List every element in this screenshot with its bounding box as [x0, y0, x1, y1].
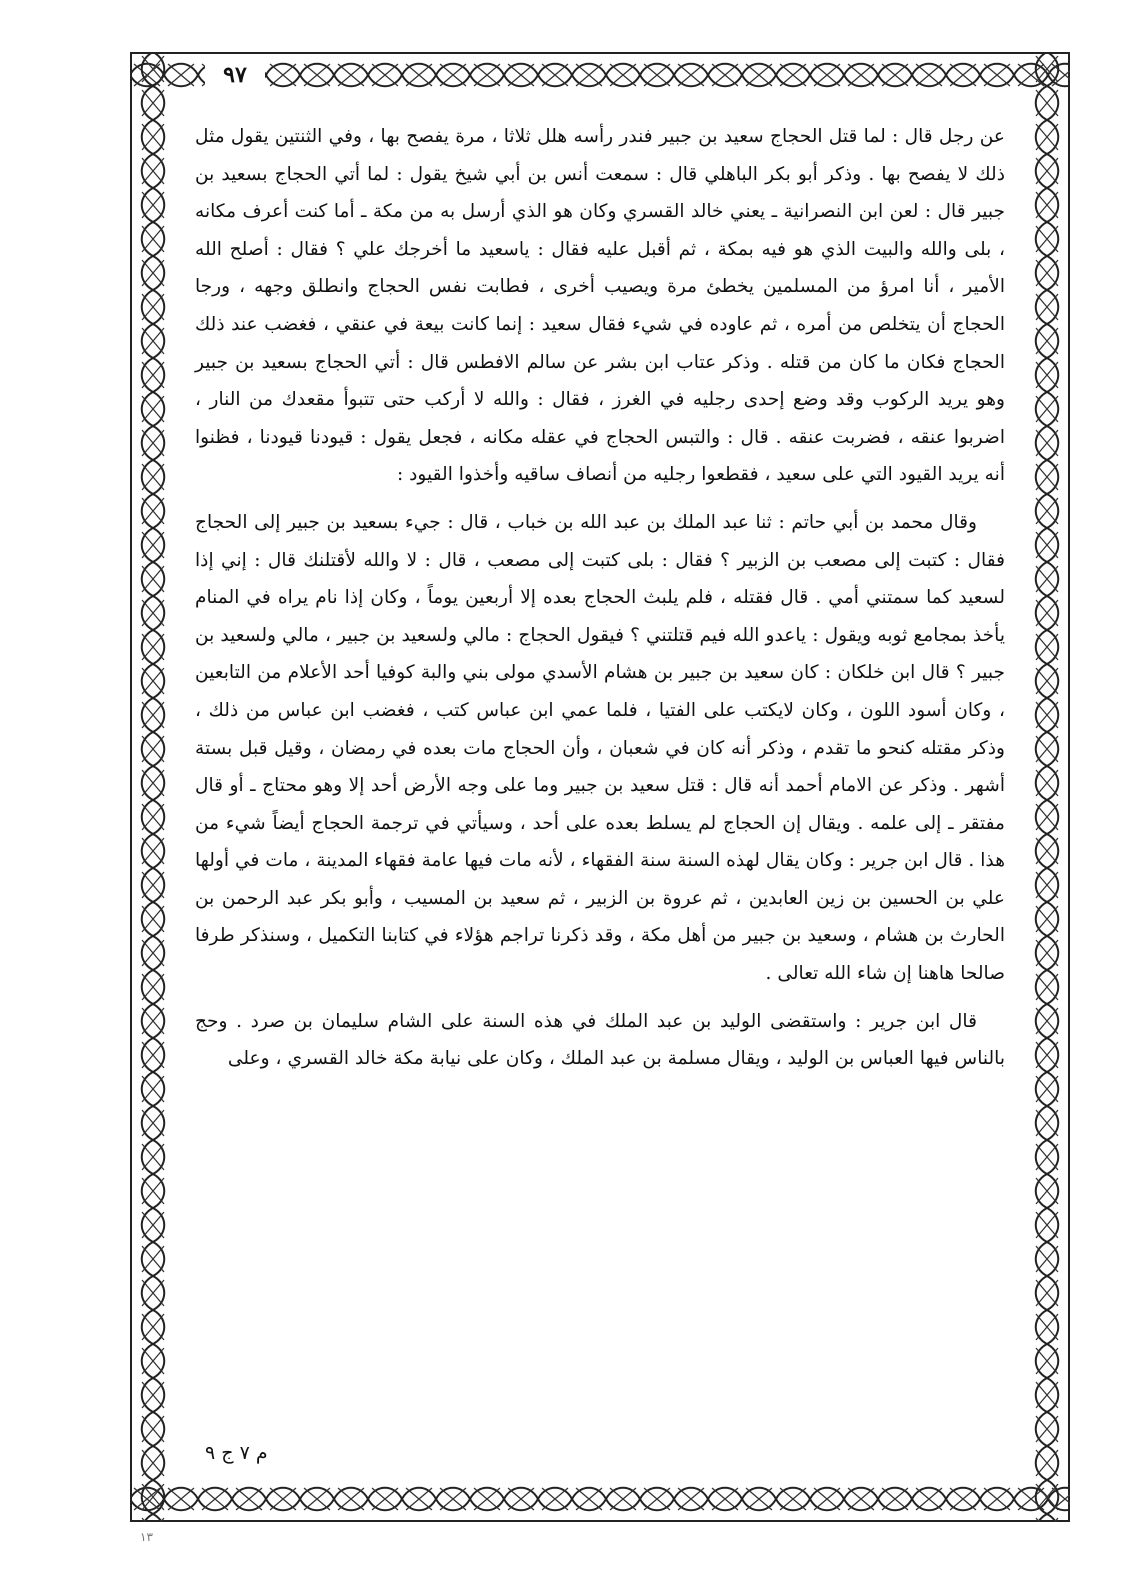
paragraph-1: عن رجل قال : لما قتل الحجاج سعيد بن جبير فندر رأسه هلل ثلاثا ، مرة يفصح بها ، وفي الثنتين يقول مثل ذلك لا يفصح بها . وذكر أبو بكر الباهلي قال : سمعت أنس بن أبي شيخ يقول : لما أتي الحجاج بسعيد بن جبير قال : لعن ابن النصرانية ـ يعني خالد القسري وكان هو الذي أرسل به من مكة ـ أما كنت أعرف مكانه ، بلى والله والبيت الذي هو فيه بمكة ، ثم أقبل عليه فقال : ياسعيد ما أخرجك علي ؟ فقال : أصلح الله الأمير ، أنا امرؤ من المسلمين يخطئ مرة ويصيب أخرى ، فطابت نفس الحجاج وانطلق وجهه ، ورجا الحجاج أن يتخلص من أمره ، ثم عاوده في شيء فقال سعيد : إنما كانت بيعة في عنقي ، فغضب عند ذلك الحجاج فكان ما كان من قتله . وذكر عتاب ابن بشر عن سالم الافطس قال : أتي الحجاج بسعيد بن جبير وهو يريد الركوب وقد وضع إحدى رجليه في الغرز ، فقال : والله لا أركب حتى تتبوأ مقعدك من النار ، اضربوا عنقه ، فضربت عنقه . قال : والتبس الحجاج في عقله مكانه ، فجعل يقول : قيودنا قيودنا ، فظنوا أنه يريد القيود التي على سعيد ، فقطعوا رجليه من أنصاف ساقيه وأخذوا القيود :: [195, 126, 1005, 486]
signature-mark: م ٧ ج ٩: [205, 1442, 268, 1464]
footer-note: ١٣: [140, 1530, 153, 1544]
ornamental-border-bottom: [130, 1476, 1070, 1522]
text-body: [195, 118, 1005, 1078]
page-number: ٩٧: [205, 60, 265, 90]
paragraph-3: قال ابن جرير : واستقضى الوليد بن عبد الملك في هذه السنة على الشام سليمان بن صرد . وحج بالناس فيها العباس بن الوليد ، ويقال مسلمة بن عبد الملك ، وكان على نيابة مكة خالد القسري ، وعلى: [195, 1010, 1005, 1070]
ornamental-border-left: [130, 52, 176, 1522]
ornamental-border-top: [130, 52, 1070, 98]
paragraph-2: وقال محمد بن أبي حاتم : ثنا عبد الملك بن عبد الله بن خباب ، قال : جيء بسعيد بن جبير إلى الحجاج فقال : كتبت إلى مصعب بن الزبير ؟ فقال : بلى كتبت إلى مصعب ، قال : لا والله لأقتلنك قال : إني إذا لسعيد كما سمتني أمي . قال فقتله ، فلم يلبث الحجاج بعده إلا أربعين يوماً ، وكان إذا نام يراه في المنام يأخذ بمجامع ثوبه ويقول : ياعدو الله فيم قتلتني ؟ فيقول الحجاج : مالي ولسعيد بن جبير ، مالي ولسعيد بن جبير ؟ قال ابن خلكان : كان سعيد بن جبير بن هشام الأسدي مولى بني والبة كوفيا أحد الأعلام من التابعين ، وكان أسود اللون ، وكان لايكتب على الفتيا ، فلما عمي ابن عباس كتب ، فغضب ابن عباس من ذلك ، وذكر مقتله كنحو ما تقدم ، وذكر أنه كان في شعبان ، وأن الحجاج مات بعده في رمضان ، وقيل قبل بستة أشهر . وذكر عن الامام أحمد أنه قال : قتل سعيد بن جبير وما على وجه الأرض أحد إلا وهو محتاج ـ أو قال مفتقر ـ إلى علمه . ويقال إن الحجاج لم يسلط بعده على أحد ، وسيأتي في ترجمة الحجاج أيضاً شيء من هذا . قال ابن جرير : وكان يقال لهذه السنة سنة الفقهاء ، لأنه مات فيها عامة فقهاء المدينة ، مات في أولها علي بن الحسين بن زين العابدين ، ثم عروة بن الزبير ، ثم سعيد بن المسيب ، وأبو بكر عبد الرحمن بن الحارث بن هشام ، وسعيد بن جبير من أهل مكة ، وقد ذكرنا تراجم هؤلاء في كتابنا التكميل ، وسنذكر طرفا صالحا هاهنا إن شاء الله تعالى .: [195, 511, 1006, 985]
ornamental-border-right: [1024, 52, 1070, 1522]
